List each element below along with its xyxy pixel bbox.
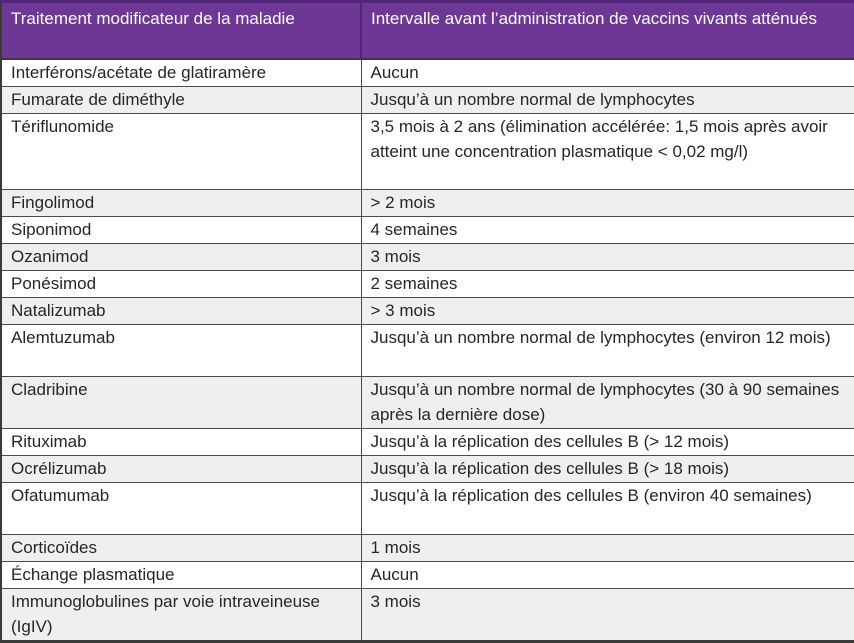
- table-row: [1, 270, 854, 297]
- treatment-cell: Cladribine: [1, 376, 361, 428]
- interval-cell: Aucun: [361, 561, 854, 588]
- treatment-cell: Natalizumab: [1, 297, 361, 324]
- interval-cell: > 2 mois: [361, 189, 854, 216]
- column-header-treatment: Traitement modificateur de la maladie: [1, 2, 361, 59]
- table-row: [1, 297, 854, 324]
- treatment-cell: Tériflunomide: [1, 113, 361, 189]
- interval-cell: Jusqu’à un nombre normal de lymphocytes: [361, 86, 854, 113]
- treatment-cell: Fumarate de diméthyle: [1, 86, 361, 113]
- table-row: [1, 243, 854, 270]
- treatment-cell: Rituximab: [1, 428, 361, 455]
- treatment-cell: Interférons/acétate de glatiramère: [1, 59, 361, 87]
- table-row: [1, 561, 854, 588]
- interval-cell: Aucun: [361, 59, 854, 87]
- interval-cell: Jusqu’à un nombre normal de lymphocytes (environ 12 mois): [361, 324, 854, 376]
- table-row: [1, 534, 854, 561]
- table-row: [1, 59, 854, 87]
- table-row: [1, 455, 854, 482]
- treatment-cell: Fingolimod: [1, 189, 361, 216]
- table-row: [1, 376, 854, 428]
- table-row: [1, 216, 854, 243]
- table-row: [1, 189, 854, 216]
- interval-cell: Jusqu’à la réplication des cellules B (environ 40 semaines): [361, 482, 854, 534]
- table-row: [1, 324, 854, 376]
- treatment-cell: Corticoïdes: [1, 534, 361, 561]
- interval-cell: 1 mois: [361, 534, 854, 561]
- header-row: [1, 2, 854, 59]
- column-header-interval: Intervalle avant l’administration de vaccins vivants atténués: [361, 2, 854, 59]
- interval-cell: > 3 mois: [361, 297, 854, 324]
- treatment-cell: Ocrélizumab: [1, 455, 361, 482]
- table-row: [1, 428, 854, 455]
- table-row: [1, 113, 854, 189]
- interval-cell: Jusqu’à un nombre normal de lymphocytes (30 à 90 semaines après la dernière dose): [361, 376, 854, 428]
- interval-cell: Jusqu’à la réplication des cellules B (> 18 mois): [361, 455, 854, 482]
- treatment-cell: Ofatumumab: [1, 482, 361, 534]
- treatment-cell: Siponimod: [1, 216, 361, 243]
- interval-cell: 4 semaines: [361, 216, 854, 243]
- table-row: [1, 482, 854, 534]
- table-row: [1, 588, 854, 641]
- treatment-cell: Ponésimod: [1, 270, 361, 297]
- table-body: [1, 59, 854, 642]
- interval-cell: 2 semaines: [361, 270, 854, 297]
- treatment-cell: Ozanimod: [1, 243, 361, 270]
- table-row: [1, 86, 854, 113]
- treatment-cell: Immunoglobulines par voie intraveineuse (IgIV): [1, 588, 361, 641]
- interval-cell: Jusqu’à la réplication des cellules B (> 12 mois): [361, 428, 854, 455]
- treatment-cell: Échange plasmatique: [1, 561, 361, 588]
- interval-cell: 3 mois: [361, 588, 854, 641]
- treatment-cell: Alemtuzumab: [1, 324, 361, 376]
- interval-cell: 3 mois: [361, 243, 854, 270]
- interval-cell: 3,5 mois à 2 ans (élimination accélérée: 1,5 mois après avoir atteint une concentration plasmatique < 0,02 mg/l): [361, 113, 854, 189]
